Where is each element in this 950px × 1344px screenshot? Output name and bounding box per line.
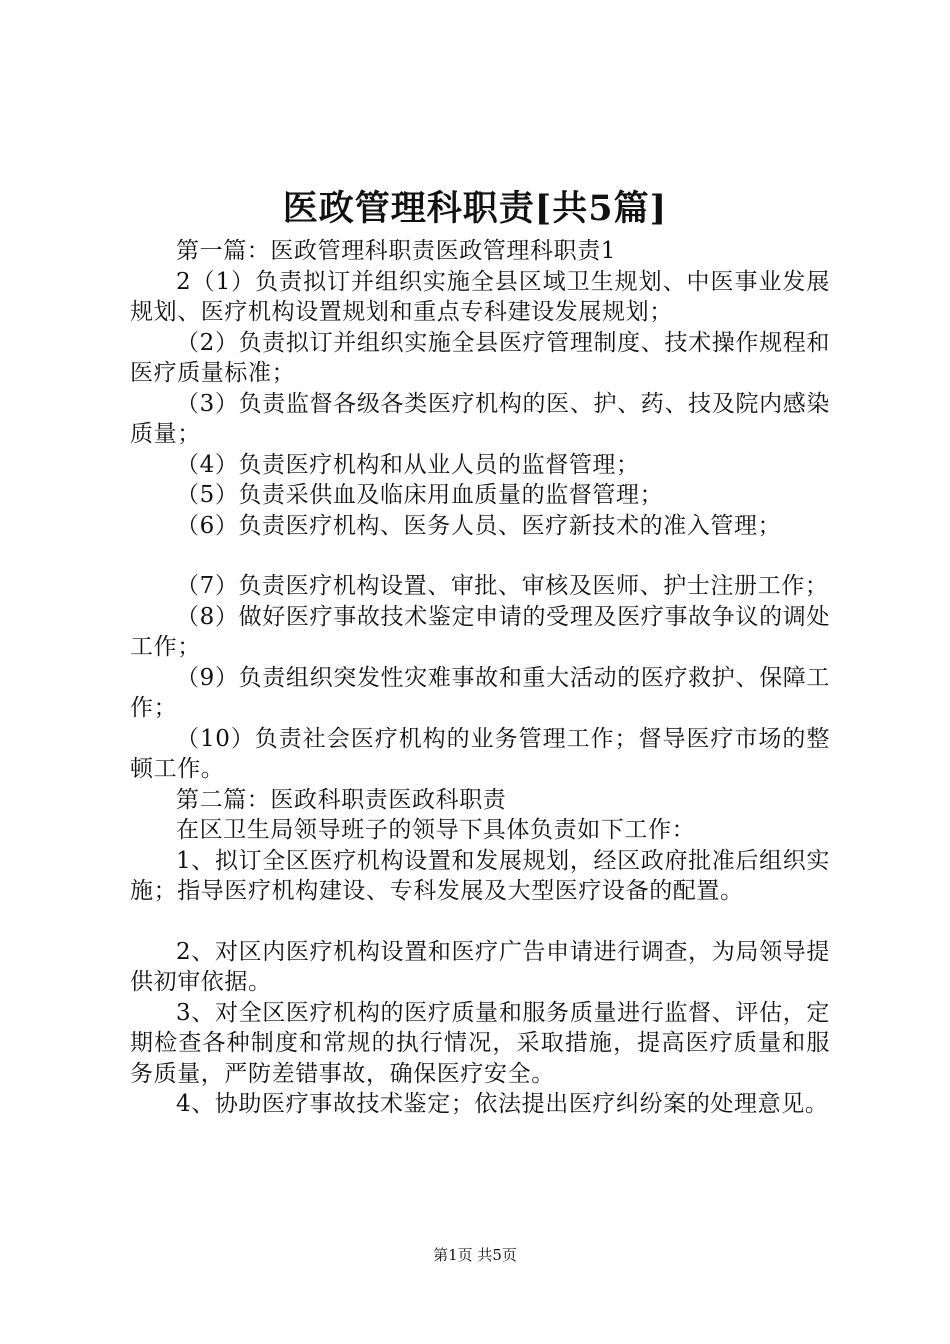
- paragraph-duty-1: 2（1）负责拟订并组织实施全县区域卫生规划、中医事业发展规划、医疗机构设置规划和重点专科建设发展规划；: [130, 268, 830, 325]
- paragraph-duty-10: （10）负责社会医疗机构的业务管理工作；督导医疗市场的整顿工作。: [130, 725, 830, 782]
- document-body: [130, 236, 830, 1120]
- paragraph-section-2-intro: 在区卫生局领导班子的领导下具体负责如下工作：: [176, 817, 696, 843]
- paragraph-duty-2: （2）负责拟订并组织实施全县医疗管理制度、技术操作规程和医疗质量标准；: [130, 329, 830, 386]
- paragraph-duty-5: （5）负责采供血及临床用血质量的监督管理；: [176, 482, 664, 508]
- paragraph-duty-3: （3）负责监督各级各类医疗机构的医、护、药、技及院内感染质量；: [130, 390, 830, 447]
- page-footer: 第1页 共5页: [433, 1246, 517, 1264]
- paragraph-duty-9: （9）负责组织突发性灾难事故和重大活动的医疗救护、保障工作；: [130, 664, 830, 721]
- paragraph-item-4: 4、协助医疗事故技术鉴定；依法提出医疗纠纷案的处理意见。: [176, 1091, 829, 1117]
- paragraph-duty-6: （6）负责医疗机构、医务人员、医疗新技术的准入管理；: [176, 512, 782, 539]
- paragraph-item-1: 1、拟订全区医疗机构设置和发展规划，经区政府批准后组织实施；指导医疗机构建设、专科发展及大型医疗设备的配置。: [130, 847, 830, 904]
- paragraph-item-3: 3、对全区医疗机构的医疗质量和服务质量进行监督、评估，定期检查各种制度和常规的执行情况，采取措施，提高医疗质量和服务质量，严防差错事故，确保医疗安全。: [130, 999, 830, 1087]
- document-title: 医政管理科职责[共5篇]: [282, 188, 668, 229]
- paragraph-duty-7: （7）负责医疗机构设置、审批、审核及医师、护士注册工作；: [176, 573, 829, 599]
- paragraph-section-2-heading: 第二篇：医政科职责医政科职责: [176, 786, 507, 813]
- paragraph-duty-4: （4）负责医疗机构和从业人员的监督管理；: [176, 451, 640, 478]
- paragraph-duty-8: （8）做好医疗事故技术鉴定申请的受理及医疗事故争议的调处工作；: [130, 603, 830, 660]
- paragraph-item-2: 2、对区内医疗机构设置和医疗广告申请进行调查，为局领导提供初审依据。: [130, 938, 830, 995]
- paragraph-section-1-heading: 第一篇：医政管理科职责医政管理科职责1: [176, 238, 617, 264]
